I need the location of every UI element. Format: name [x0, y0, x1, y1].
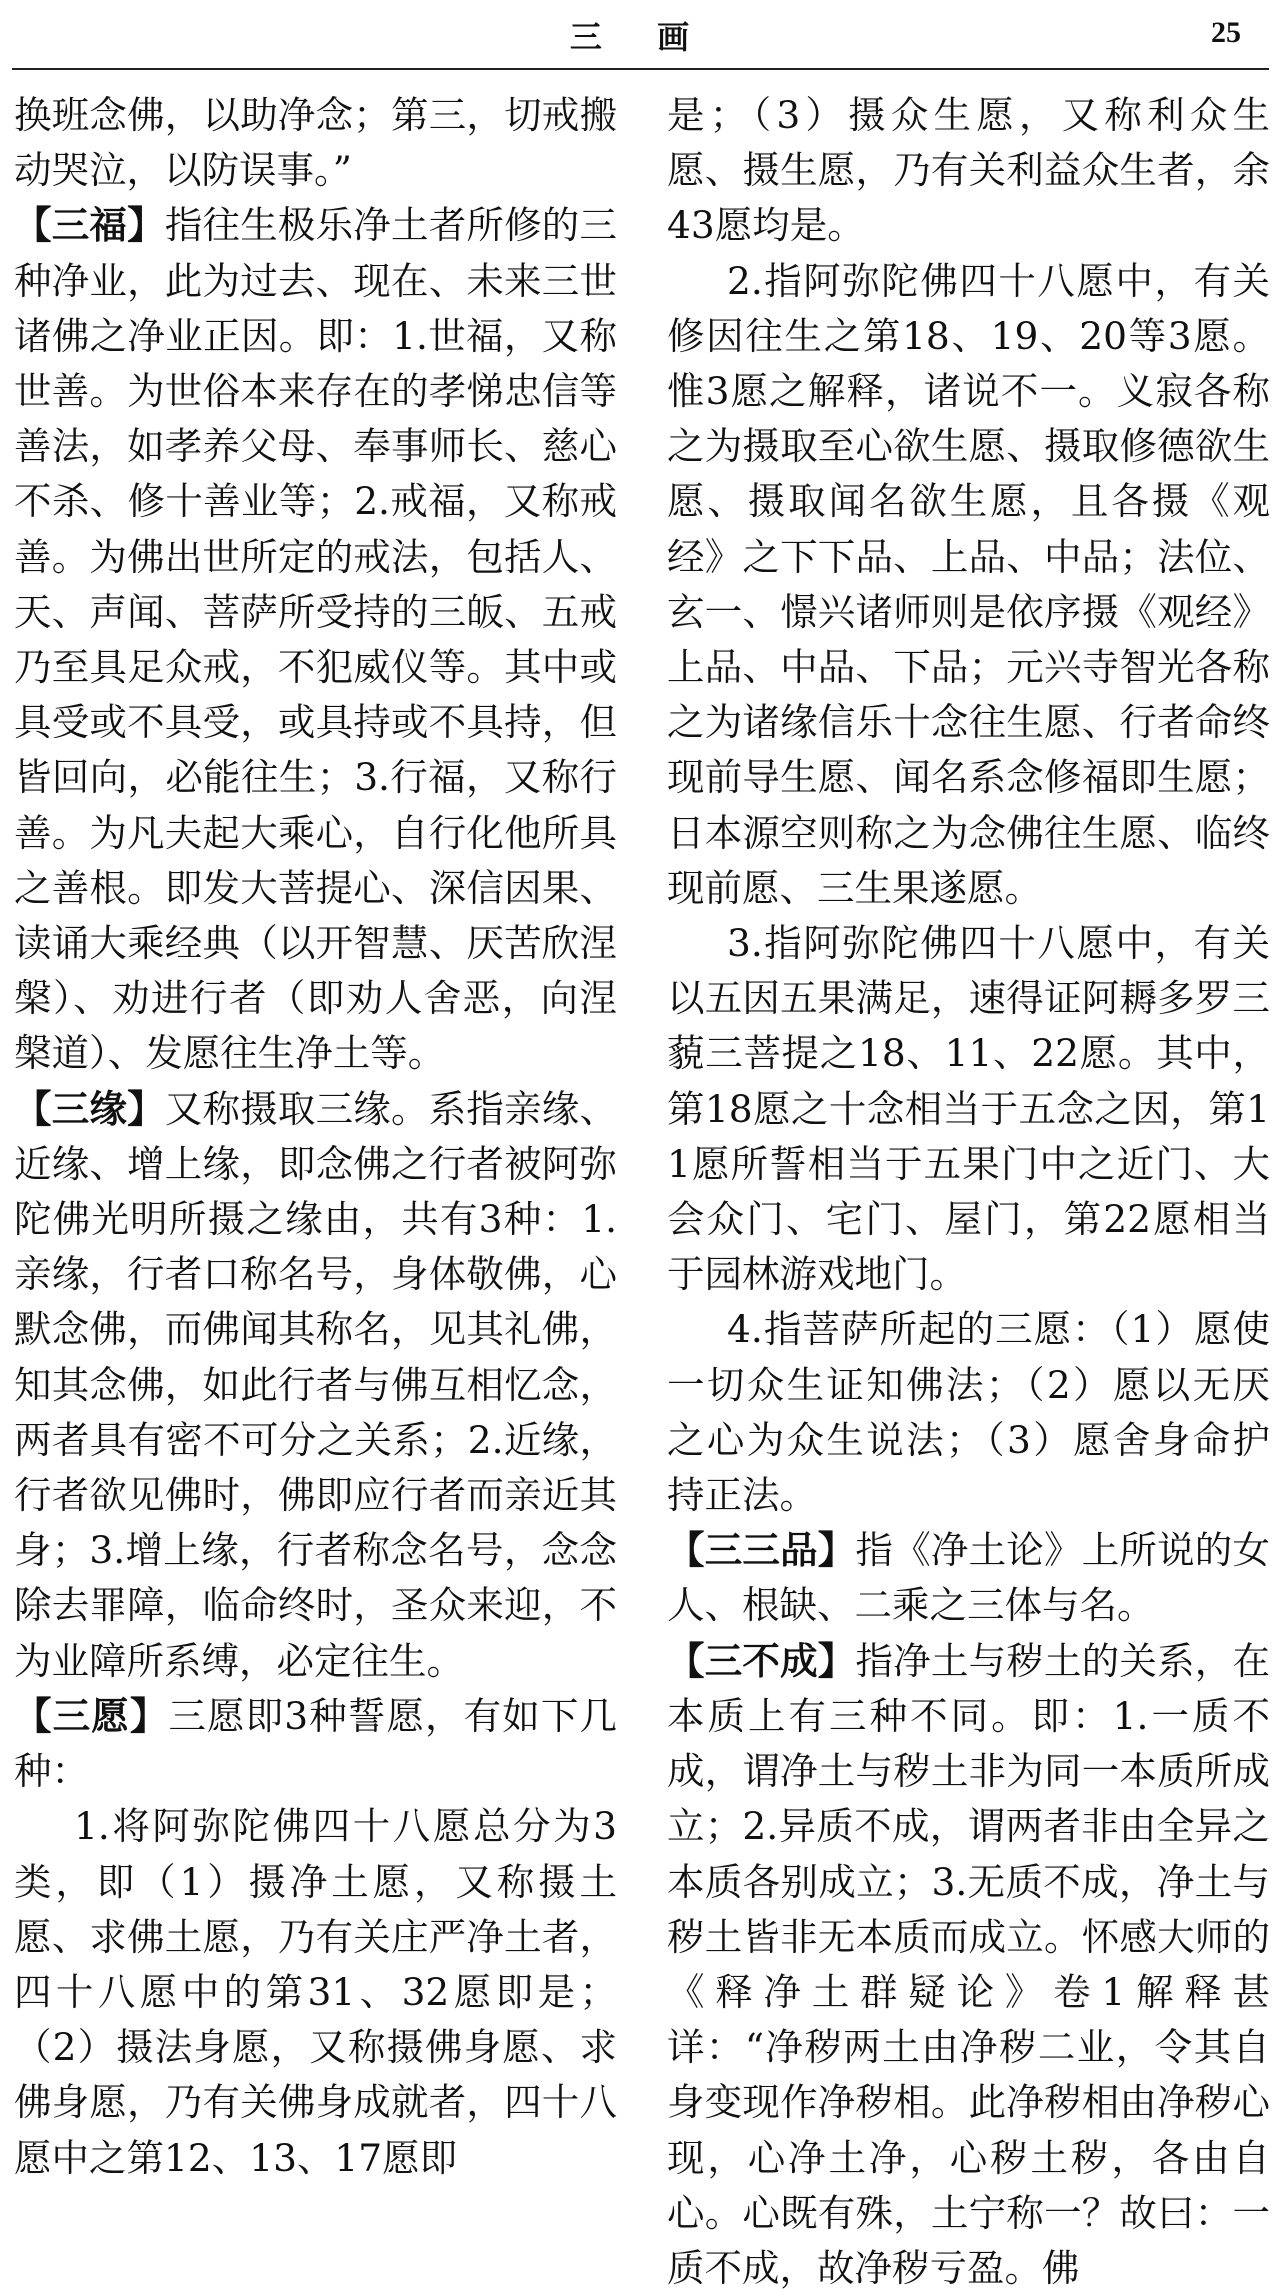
- entry-paragraph: [667, 1302, 1270, 1523]
- entry-term: 【三愿】: [14, 1693, 169, 1738]
- page-number: 25: [1211, 16, 1241, 49]
- entry-term: 【三不成】: [667, 1638, 856, 1683]
- entry-paragraph: [667, 1634, 1270, 2296]
- entry-term: 【三三品】: [667, 1528, 856, 1573]
- entry-paragraph: [14, 1082, 617, 1689]
- entry-text: 4.指菩萨所起的三愿：（1）愿使一切众生证知佛法；（2）愿以无厌之心为众生说法；（3）愿舍身命护持正法。: [667, 1307, 1270, 1518]
- entry-paragraph: [14, 88, 617, 198]
- entry-paragraph: [14, 198, 617, 1081]
- entry-paragraph: [667, 916, 1270, 1302]
- entry-text: 1.将阿弥陀佛四十八愿总分为3类，即（1）摄净土愿，又称摄土愿、求佛土愿，乃有关庄严净土者，四十八愿中的第31、32愿即是；（2）摄法身愿，又称摄佛身愿、求佛身愿，乃有关佛身成就者，四十八愿中之第12、13、17愿即: [14, 1804, 617, 2180]
- entry-text: 指往生极乐净土者所修的三种净业，此为过去、现在、未来三世诸佛之净业正因。即：1.世福，又称世善。为世俗本来存在的孝悌忠信等善法，如孝养父母、奉事师长、慈心不杀、修十善业等；2.戒福，又称戒善。为佛出世所定的戒法，包括人、天、声闻、菩萨所受持的三皈、五戒乃至具足众戒，不犯威仪等。其中或具受或不具受，或具持或不具持，但皆回向，必能往生；3.行福，又称行善。为凡夫起大乘心，自行化他所具之善根。即发大菩提心、深信因果、读诵大乘经典（以开智慧、厌苦欣涅槃）、劝进行者（即劝人舍恶，向涅槃道）、发愿往生净土等。: [14, 203, 618, 1076]
- right-column: [667, 88, 1270, 2296]
- entry-paragraph: [667, 254, 1270, 916]
- entry-text: 换班念佛，以助净念；第三，切戒搬动哭泣，以防误事。”: [14, 93, 617, 193]
- entry-term: 【三福】: [14, 203, 165, 248]
- entry-text: 是；（3）摄众生愿，又称利众生愿、摄生愿，乃有关利益众生者，余43愿均是。: [667, 93, 1270, 248]
- entry-text: 3.指阿弥陀佛四十八愿中，有关以五因五果满足，速得证阿耨多罗三藐三菩提之18、11、22愿。其中，第18愿之十念相当于五念之因，第11愿所誓相当于五果门中之近门、大会众门、宅门、屋门，第22愿相当于园林游戏地门。: [667, 921, 1270, 1297]
- entry-text: 指《净土论》上所说的女人、根缺、二乘之三体与名。: [667, 1528, 1270, 1628]
- entry-text: 又称摄取三缘。系指亲缘、近缘、增上缘，即念佛之行者被阿弥陀佛光明所摄之缘由，共有3种：1.亲缘，行者口称名号，身体敬佛，心默念佛，而佛闻其称名，见其礼佛，知其念佛，如此行者与佛互相忆念，两者具有密不可分之关系；2.近缘，行者欲见佛时，佛即应行者而亲近其身；3.增上缘，行者称念名号，念念除去罪障，临命终时，圣众来迎，不为业障所系缚，必定往生。: [14, 1086, 618, 1683]
- entry-text: 指净土与秽土的关系，在本质上有三种不同。即：1.一质不成，谓净土与秽土非为同一本质所成立；2.异质不成，谓两者非由全异之本质各别成立；3.无质不成，净土与秽土皆非无本质而成立。怀感大师的《释净土群疑论》卷1解释甚详：“净秽两土由净秽二业，令其自身变现作净秽相。此净秽相由净秽心现，心净土净，心秽土秽，各由自心。心既有殊，土宁称一？故曰：一质不成，故净秽亏盈。佛: [667, 1638, 1270, 2290]
- section-title: 三 画: [569, 18, 712, 56]
- entry-text: 2.指阿弥陀佛四十八愿中，有关修因往生之第18、19、20等3愿。惟3愿之解释，诸说不一。义寂各称之为摄取至心欲生愿、摄取修德欲生愿、摄取闻名欲生愿，且各摄《观经》之下下品、上品、中品；法位、玄一、憬兴诸师则是依序摄《观经》上品、中品、下品；元兴寺智光各称之为诸缘信乐十念往生愿、行者命终现前导生愿、闻名系念修福即生愿；日本源空则称之为念佛往生愿、临终现前愿、三生果遂愿。: [667, 258, 1270, 910]
- entry-paragraph: [14, 1799, 617, 2185]
- entry-paragraph: [14, 1689, 617, 1799]
- entry-paragraph: [667, 1523, 1270, 1633]
- header-rule: [12, 68, 1269, 70]
- left-column: [14, 88, 617, 2186]
- entry-term: 【三缘】: [14, 1086, 165, 1131]
- entry-paragraph: [667, 88, 1270, 254]
- page-header: [12, 0, 1269, 72]
- entry-text: 三愿即3种誓愿，有如下几种：: [14, 1693, 617, 1794]
